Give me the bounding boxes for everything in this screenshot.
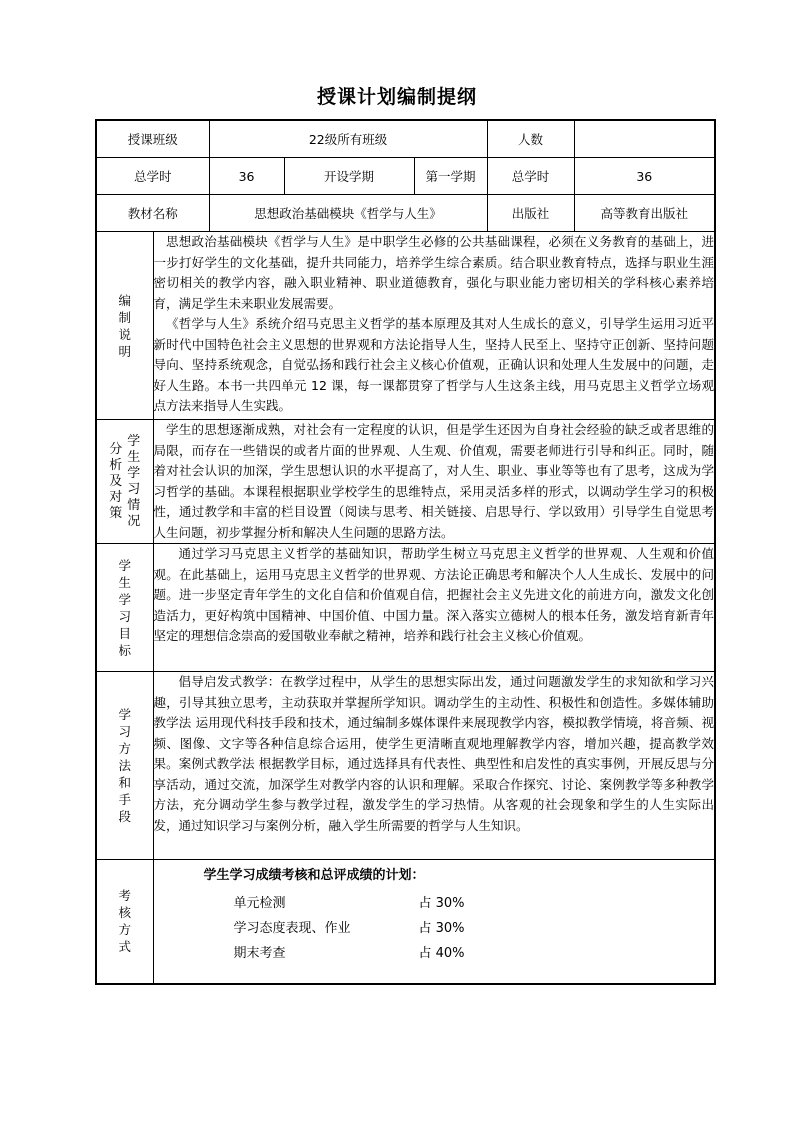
count-label: 人数 [487, 120, 574, 158]
method-label: 学习方法和手段 [118, 707, 131, 824]
assess-item [234, 914, 715, 939]
method-paragraph-1: 倡导启发式教学：在教学过程中，从学生的思想实际出发，通过问题激发学生的求知欲和学习兴趣，引导其独立思考，主动获取并掌握所学知识。调动学生的主动性、积极性和创造性。多媒体辅助教学法 运用现代科技手段和技术，通过编制多媒体课件来展现教学内容，模拟教学情境，将音频、视频、图像、文字等各种信息综合运用，使学生更清晰直观地理解教学内容，增加兴趣，提高教学效果。案例式教学法 根据教学目标，通过选择具有代表性、典型性和启发性的真实事例，开展反思与分享活动，通过交流，加深学生对教学内容的认识和理解。采取合作探究、讨论、案例教学等多种教学方法，充分调动学生参与教学过程，激发学生的学习热情。从客观的社会现象和学生的人生实际出发，通过知识学习与案例分析，融入学生所需要的哲学与人生知识。 [153, 674, 715, 833]
semester-label: 开设学期 [284, 158, 414, 195]
plan-table [95, 119, 716, 985]
analysis-label-b: 学生学习情况 [127, 433, 141, 529]
goal-content [153, 544, 715, 672]
compile-content [153, 232, 715, 420]
row-method [96, 672, 715, 860]
assess-item-weight: 占 30% [418, 896, 465, 911]
method-label-cell [96, 672, 153, 860]
hours-value: 36 [209, 158, 284, 195]
textbook-value: 思想政治基础模块《哲学与人生》 [209, 195, 487, 232]
assess-item-name: 学习态度表现、作业 [233, 921, 351, 936]
assess-item-weight: 占 40% [418, 946, 465, 961]
class-label: 授课班级 [96, 120, 209, 158]
analysis-label-cell [96, 420, 153, 544]
row-hours [96, 158, 715, 195]
analysis-paragraph-1: 学生的思想逐渐成熟，对社会有一定程度的认识，但是学生还因为自身社会经验的缺乏或者思维的局限，而存在一些错误的或者片面的世界观、人生观、价值观，需要老师进行引导和纠正。同时，随着对社会认识的加深，学生思想认识的水平提高了，对人生、职业、事业等等也有了思考，这成为学习哲学的基础。本课程根据职业学校学生的思维特点，采用灵活多样的形式，以调动学生学习的积极性，通过教学和丰富的栏目设置（阅读与思考、相关链接、启思导行、学以致用）引导学生自觉思考人生问题，初步掌握分析和解决人生问题的思路方法。 [153, 422, 715, 540]
count-value [574, 120, 715, 158]
row-analysis [96, 420, 715, 544]
hours-label: 总学时 [96, 158, 209, 195]
goal-label: 学生学习目标 [118, 557, 131, 658]
row-goal [96, 544, 715, 672]
assess-item-weight: 占 30% [418, 921, 465, 936]
assess-item-name: 期末考查 [233, 946, 286, 961]
compile-label-cell [96, 232, 153, 420]
assess-item-name: 单元检测 [233, 896, 286, 911]
method-content [153, 672, 715, 860]
page-title: 授课计划编制提纲 [316, 86, 477, 108]
assess-content [153, 860, 715, 984]
row-textbook [96, 195, 715, 232]
assess-heading: 学生学习成绩考核和总评成绩的计划： [203, 868, 425, 883]
textbook-label: 教材名称 [96, 195, 209, 232]
assess-label: 考核方式 [118, 888, 131, 955]
compile-paragraph-1: 思想政治基础模块《哲学与人生》是中职学生必修的公共基础课程，必须在义务教育的基础上，进一步打好学生的文化基础，提升共同能力，培养学生综合素质。结合职业教育特点，选择与职业生涯密切相关的教学内容，融入职业精神、职业道德教育，强化与职业能力密切相关的学科核心素养培育，满足学生未来职业发展需要。 [153, 234, 715, 311]
total-hours-value: 36 [574, 158, 715, 195]
row-compile [96, 232, 715, 420]
assess-item [234, 889, 715, 914]
publisher-value: 高等教育出版社 [574, 195, 715, 232]
total-hours-label: 总学时 [487, 158, 574, 195]
semester-value: 第一学期 [414, 158, 487, 195]
analysis-label-a: 分析及对策 [109, 441, 123, 521]
goal-paragraph-1: 通过学习马克思主义哲学的基础知识，帮助学生树立马克思主义哲学的世界观、人生观和价值观。在此基础上，运用马克思主义哲学的世界观、方法论正确思考和解决个人人生成长、发展中的问题。进一步坚定青年学生的文化自信和价值观自信，把握社会主义先进文化的前进方向，激发文化创造活力，更好构筑中国精神、中国价值、中国力量。深入落实立德树人的根本任务，激发培育新青年坚定的理想信念崇高的爱国敬业奉献之精神，培养和践行社会主义核心价值观。 [153, 546, 715, 643]
row-class [96, 120, 715, 158]
row-assess [96, 860, 715, 984]
analysis-content [153, 420, 715, 544]
compile-paragraph-2: 《哲学与人生》系统介绍马克思主义哲学的基本原理及其对人生成长的意义，引导学生运用习近平新时代中国特色社会主义思想的世界观和方法论指导人生，坚持人民至上、坚持守正创新、坚持问题导向、坚持系统观念，自觉弘扬和践行社会主义核心价值观，正确认识和处理人生发展中的问题，走好人生路。本书一共四单元 12 课，每一课都贯穿了哲学与人生这条主线，用马克思主义哲学立场观点方法来指导人生实践。 [153, 316, 715, 413]
compile-label: 编制说明 [118, 292, 131, 359]
assess-label-cell [96, 860, 153, 984]
class-value: 22级所有班级 [209, 120, 487, 158]
goal-label-cell [96, 544, 153, 672]
publisher-label: 出版社 [487, 195, 574, 232]
assess-item [234, 939, 715, 964]
